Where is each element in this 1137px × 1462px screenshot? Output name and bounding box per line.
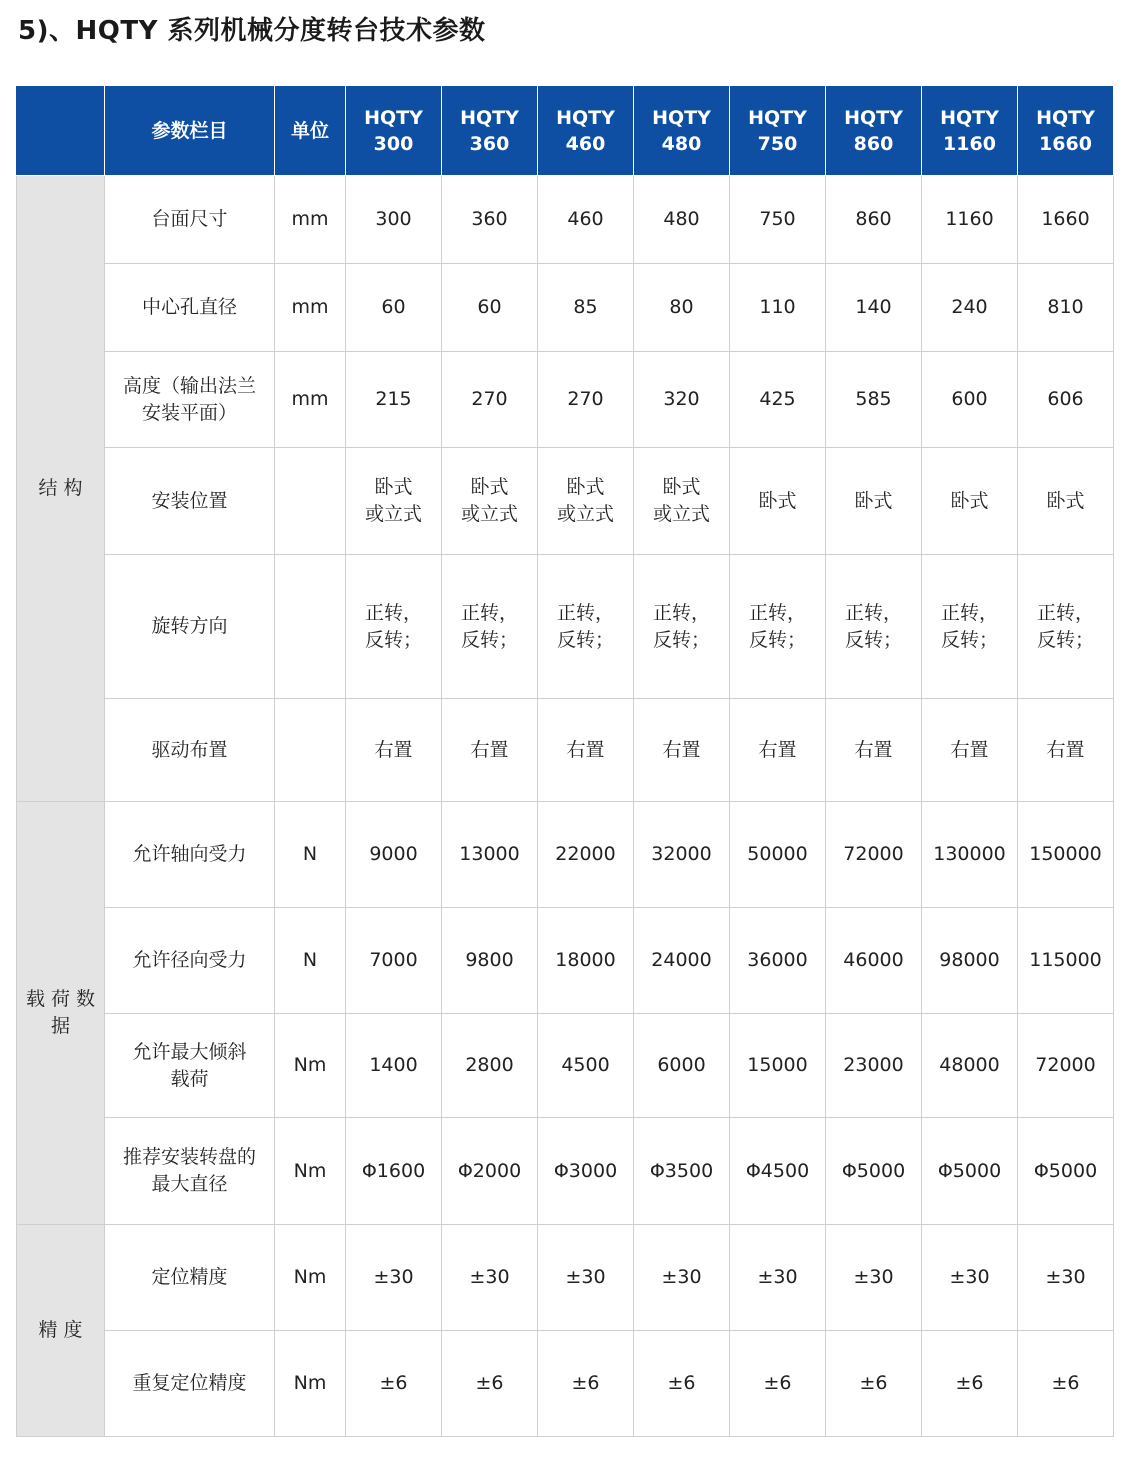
value-cell: 卧式 或立式: [442, 448, 538, 555]
value-cell: ±6: [1018, 1331, 1114, 1437]
value-cell: 18000: [538, 908, 634, 1014]
value-cell: 110: [730, 264, 826, 352]
value-cell: 正转， 反转；: [634, 555, 730, 699]
value-cell: ±6: [730, 1331, 826, 1437]
value-cell: 32000: [634, 802, 730, 908]
value-cell: 360: [442, 176, 538, 264]
table-body: [17, 176, 1114, 1437]
param-label: 允许最大倾斜 载荷: [105, 1014, 275, 1118]
param-label: 重复定位精度: [105, 1331, 275, 1437]
header-model: HQTY 360: [442, 86, 538, 176]
value-cell: 98000: [922, 908, 1018, 1014]
param-label: 推荐安装转盘的 最大直径: [105, 1118, 275, 1225]
param-label: 中心孔直径: [105, 264, 275, 352]
unit-cell: Nm: [275, 1225, 346, 1331]
value-cell: 卧式: [922, 448, 1018, 555]
value-cell: 22000: [538, 802, 634, 908]
table-row: [17, 699, 1114, 802]
param-label: 旋转方向: [105, 555, 275, 699]
value-cell: 2800: [442, 1014, 538, 1118]
value-cell: 46000: [826, 908, 922, 1014]
value-cell: 15000: [730, 1014, 826, 1118]
unit-cell: Nm: [275, 1014, 346, 1118]
unit-cell: N: [275, 802, 346, 908]
table-row: [17, 802, 1114, 908]
value-cell: 585: [826, 352, 922, 448]
table-row: [17, 908, 1114, 1014]
table-row: [17, 555, 1114, 699]
table-row: [17, 448, 1114, 555]
value-cell: 215: [346, 352, 442, 448]
unit-cell: [275, 555, 346, 699]
value-cell: 600: [922, 352, 1018, 448]
value-cell: 60: [346, 264, 442, 352]
value-cell: 72000: [826, 802, 922, 908]
table-row: [17, 1225, 1114, 1331]
table-row: [17, 176, 1114, 264]
value-cell: 4500: [538, 1014, 634, 1118]
value-cell: 正转， 反转；: [442, 555, 538, 699]
table-row: [17, 264, 1114, 352]
unit-cell: mm: [275, 176, 346, 264]
value-cell: 300: [346, 176, 442, 264]
spec-table: [16, 85, 1114, 1437]
value-cell: 750: [730, 176, 826, 264]
header-model: HQTY 300: [346, 86, 442, 176]
value-cell: 正转， 反转；: [730, 555, 826, 699]
header-group-cell: [17, 86, 105, 176]
param-label: 允许轴向受力: [105, 802, 275, 908]
value-cell: 正转， 反转；: [922, 555, 1018, 699]
header-unit: 单位: [275, 86, 346, 176]
value-cell: ±30: [1018, 1225, 1114, 1331]
value-cell: 9000: [346, 802, 442, 908]
value-cell: 6000: [634, 1014, 730, 1118]
value-cell: 正转， 反转；: [826, 555, 922, 699]
value-cell: 1160: [922, 176, 1018, 264]
value-cell: Φ1600: [346, 1118, 442, 1225]
value-cell: 115000: [1018, 908, 1114, 1014]
group-cell: 精 度: [17, 1225, 105, 1437]
value-cell: 卧式 或立式: [634, 448, 730, 555]
param-label: 安装位置: [105, 448, 275, 555]
group-cell: 结 构: [17, 176, 105, 802]
value-cell: Φ5000: [826, 1118, 922, 1225]
param-label: 允许径向受力: [105, 908, 275, 1014]
value-cell: 85: [538, 264, 634, 352]
value-cell: Φ4500: [730, 1118, 826, 1225]
value-cell: 140: [826, 264, 922, 352]
param-label: 定位精度: [105, 1225, 275, 1331]
value-cell: 240: [922, 264, 1018, 352]
param-label: 台面尺寸: [105, 176, 275, 264]
value-cell: 卧式: [730, 448, 826, 555]
value-cell: 320: [634, 352, 730, 448]
value-cell: 正转， 反转；: [538, 555, 634, 699]
group-cell: 载 荷 数 据: [17, 802, 105, 1225]
value-cell: 卧式: [1018, 448, 1114, 555]
table-row: [17, 1331, 1114, 1437]
value-cell: 9800: [442, 908, 538, 1014]
value-cell: 80: [634, 264, 730, 352]
header-model: HQTY 860: [826, 86, 922, 176]
value-cell: 36000: [730, 908, 826, 1014]
value-cell: 606: [1018, 352, 1114, 448]
value-cell: ±30: [922, 1225, 1018, 1331]
value-cell: 卧式 或立式: [346, 448, 442, 555]
value-cell: 右置: [346, 699, 442, 802]
value-cell: 50000: [730, 802, 826, 908]
value-cell: 卧式: [826, 448, 922, 555]
unit-cell: [275, 448, 346, 555]
value-cell: ±6: [826, 1331, 922, 1437]
value-cell: ±30: [538, 1225, 634, 1331]
header-model: HQTY 480: [634, 86, 730, 176]
value-cell: 卧式 或立式: [538, 448, 634, 555]
value-cell: 60: [442, 264, 538, 352]
value-cell: Φ2000: [442, 1118, 538, 1225]
value-cell: 右置: [1018, 699, 1114, 802]
value-cell: 270: [538, 352, 634, 448]
value-cell: 23000: [826, 1014, 922, 1118]
value-cell: 130000: [922, 802, 1018, 908]
value-cell: 1400: [346, 1014, 442, 1118]
unit-cell: Nm: [275, 1331, 346, 1437]
unit-cell: Nm: [275, 1118, 346, 1225]
value-cell: 425: [730, 352, 826, 448]
value-cell: ±30: [346, 1225, 442, 1331]
value-cell: 右置: [634, 699, 730, 802]
value-cell: ±30: [730, 1225, 826, 1331]
value-cell: 正转， 反转；: [346, 555, 442, 699]
unit-cell: mm: [275, 264, 346, 352]
value-cell: 270: [442, 352, 538, 448]
header-row: [17, 86, 1114, 176]
header-param: 参数栏目: [105, 86, 275, 176]
value-cell: Φ3500: [634, 1118, 730, 1225]
value-cell: 右置: [538, 699, 634, 802]
value-cell: 右置: [730, 699, 826, 802]
value-cell: 150000: [1018, 802, 1114, 908]
value-cell: 7000: [346, 908, 442, 1014]
value-cell: 13000: [442, 802, 538, 908]
value-cell: Φ5000: [1018, 1118, 1114, 1225]
header-model: HQTY 1160: [922, 86, 1018, 176]
value-cell: 810: [1018, 264, 1114, 352]
header-model: HQTY 1660: [1018, 86, 1114, 176]
value-cell: 右置: [442, 699, 538, 802]
value-cell: 24000: [634, 908, 730, 1014]
value-cell: Φ5000: [922, 1118, 1018, 1225]
value-cell: 48000: [922, 1014, 1018, 1118]
value-cell: 860: [826, 176, 922, 264]
table-row: [17, 352, 1114, 448]
page-title: 5)、HQTY 系列机械分度转台技术参数: [18, 16, 486, 46]
value-cell: ±6: [346, 1331, 442, 1437]
value-cell: ±30: [442, 1225, 538, 1331]
param-label: 驱动布置: [105, 699, 275, 802]
param-label: 高度（输出法兰 安装平面）: [105, 352, 275, 448]
unit-cell: N: [275, 908, 346, 1014]
value-cell: 1660: [1018, 176, 1114, 264]
header-model: HQTY 750: [730, 86, 826, 176]
value-cell: 正转， 反转；: [1018, 555, 1114, 699]
value-cell: 460: [538, 176, 634, 264]
value-cell: 右置: [826, 699, 922, 802]
value-cell: ±30: [634, 1225, 730, 1331]
value-cell: Φ3000: [538, 1118, 634, 1225]
value-cell: 右置: [922, 699, 1018, 802]
value-cell: ±6: [538, 1331, 634, 1437]
value-cell: 72000: [1018, 1014, 1114, 1118]
value-cell: ±6: [634, 1331, 730, 1437]
unit-cell: mm: [275, 352, 346, 448]
value-cell: ±6: [442, 1331, 538, 1437]
value-cell: ±30: [826, 1225, 922, 1331]
value-cell: ±6: [922, 1331, 1018, 1437]
table-row: [17, 1014, 1114, 1118]
value-cell: 480: [634, 176, 730, 264]
unit-cell: [275, 699, 346, 802]
header-model: HQTY 460: [538, 86, 634, 176]
table-row: [17, 1118, 1114, 1225]
